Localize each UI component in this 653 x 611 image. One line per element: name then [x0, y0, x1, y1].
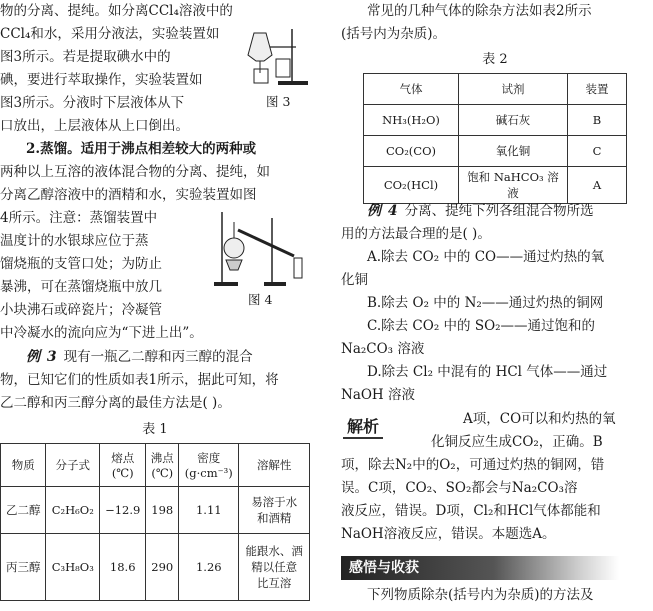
analysis-line: 误。C项，CO₂、SO₂都会与Na₂CO₃溶: [341, 480, 578, 496]
para-line: 图3所示。若是提取碘水中的: [0, 49, 171, 65]
figure-4-caption: 图 4: [248, 292, 273, 307]
para-line: 物的分离、提纯。如分离CCl₄溶液中的: [0, 3, 233, 19]
table-cell: 易溶于水 和酒精: [239, 487, 310, 534]
para-line: 温度计的水银球应位于蒸: [0, 233, 149, 249]
table-header-row: [364, 74, 627, 105]
table-2-caption: 表 2: [482, 52, 508, 67]
para-line: 常见的几种气体的除杂方法如表2所示: [367, 3, 592, 19]
para-line: 小块沸石或碎瓷片；冷凝管: [0, 302, 162, 318]
option-line: D.除去 Cl₂ 中混有的 HCl 气体——通过: [367, 364, 608, 380]
table-cell: C₃H₈O₃: [46, 534, 100, 601]
table-header-row: [1, 444, 310, 487]
para-line: 4所示。注意：蒸馏装置中: [0, 210, 158, 226]
para-line: 暴沸，可在蒸馏烧瓶中放几: [0, 279, 162, 295]
table-header: 溶解性: [239, 444, 310, 487]
table-cell: 290: [146, 534, 179, 601]
para-line: 例 3 现有一瓶乙二醇和丙三醇的混合: [26, 349, 253, 365]
option-line: NaOH 溶液: [341, 387, 415, 403]
table-cell: NH₃(H₂O): [364, 105, 459, 136]
table-row: [1, 534, 310, 601]
option-line: C.除去 CO₂ 中的 SO₂——通过饱和的: [367, 318, 596, 334]
para-line: 碘，要进行萃取操作，实验装置如: [0, 72, 203, 88]
table-cell: 能跟水、酒 精以任意 比互溶: [239, 534, 310, 601]
table-cell: CO₂(CO): [364, 136, 459, 167]
option-line: B.除去 O₂ 中的 N₂——通过灼热的铜网: [367, 295, 604, 311]
table-2: [363, 73, 627, 204]
figure-3-caption: 图 3: [266, 94, 291, 109]
table-cell: 饱和 NaHCO₃ 溶液: [459, 167, 568, 204]
analysis-line: 化铜反应生成CO₂，正确。B: [431, 434, 603, 450]
table-1-caption: 表 1: [142, 422, 168, 437]
table-cell: 18.6: [100, 534, 146, 601]
separating-funnel-figure: [240, 25, 310, 87]
table-cell: C: [568, 136, 627, 167]
para-line: 用的方法最合理的是( )。: [341, 226, 491, 242]
table-cell: 乙二醇: [1, 487, 46, 534]
distillation-apparatus-figure: [212, 208, 316, 288]
analysis-line: NaOH溶液反应，错误。本题选A。: [341, 526, 556, 542]
table-header: 装置: [568, 74, 627, 105]
option-line: 化铜: [341, 272, 368, 288]
table-cell: 1.11: [179, 487, 239, 534]
option-line: Na₂CO₃ 溶液: [341, 341, 425, 357]
table-cell: −12.9: [100, 487, 146, 534]
table-cell: 丙三醇: [1, 534, 46, 601]
table-cell: B: [568, 105, 627, 136]
table-cell: 氧化铜: [459, 136, 568, 167]
table-cell: 198: [146, 487, 179, 534]
para-line: 下列物质除杂(括号内为杂质)的方法及: [367, 587, 594, 603]
table-cell: C₂H₆O₂: [46, 487, 100, 534]
option-line: A.除去 CO₂ 中的 CO——通过灼热的氧: [367, 249, 605, 265]
table-header: 物质: [1, 444, 46, 487]
para-line: 物，已知它们的性质如表1所示，据此可知，将: [0, 372, 279, 388]
example-3-label: 例 3: [26, 349, 58, 365]
para-line: 馏烧瓶的支管口处；为防止: [0, 256, 162, 272]
table-row: [364, 105, 627, 136]
table-cell: 1.26: [179, 534, 239, 601]
para-line: 分离乙醇溶液中的酒精和水，实验装置如图: [0, 187, 257, 203]
para-line: 乙二醇和丙三醇分离的最佳方法是( )。: [0, 395, 231, 411]
analysis-label: 解析: [343, 414, 383, 439]
para-line: (括号内为杂质)。: [341, 26, 447, 42]
table-cell: A: [568, 167, 627, 204]
para-line: 图3所示。分液时下层液体从下: [0, 95, 185, 111]
analysis-line: 液反应，错误。D项，Cl₂和HCl气体都能和: [341, 503, 601, 519]
para-line: CCl₄和水，采用分液法，实验装置如: [0, 26, 220, 42]
table-row: [364, 167, 627, 204]
analysis-line: A项，CO可以和灼热的氧: [463, 411, 616, 427]
table-1: [0, 443, 310, 601]
para-line: 两种以上互溶的液体混合物的分离、提纯，如: [0, 164, 270, 180]
table-header: 沸点 (℃): [146, 444, 179, 487]
para-line: 中冷凝水的流向应为“下进上出”。: [0, 325, 203, 341]
table-cell: 碱石灰: [459, 105, 568, 136]
table-header: 试剂: [459, 74, 568, 105]
reflection-banner: 感悟与收获: [341, 556, 619, 580]
table-header: 熔点 (℃): [100, 444, 146, 487]
example-4-label: 例 4: [367, 203, 399, 219]
table-header: 分子式: [46, 444, 100, 487]
analysis-line: 项，除去N₂中的O₂，可通过灼热的铜网，错: [341, 457, 605, 473]
table-row: [1, 487, 310, 534]
para-line: 2.蒸馏。适用于沸点相差较大的两种或: [26, 141, 257, 157]
para-line: 例 4 分离、提纯下列各组混合物所选: [367, 203, 594, 219]
table-cell: CO₂(HCl): [364, 167, 459, 204]
para-line: 口放出，上层液体从上口倒出。: [0, 118, 189, 134]
table-header: 密度 (g·cm⁻³): [179, 444, 239, 487]
table-row: [364, 136, 627, 167]
table-header: 气体: [364, 74, 459, 105]
